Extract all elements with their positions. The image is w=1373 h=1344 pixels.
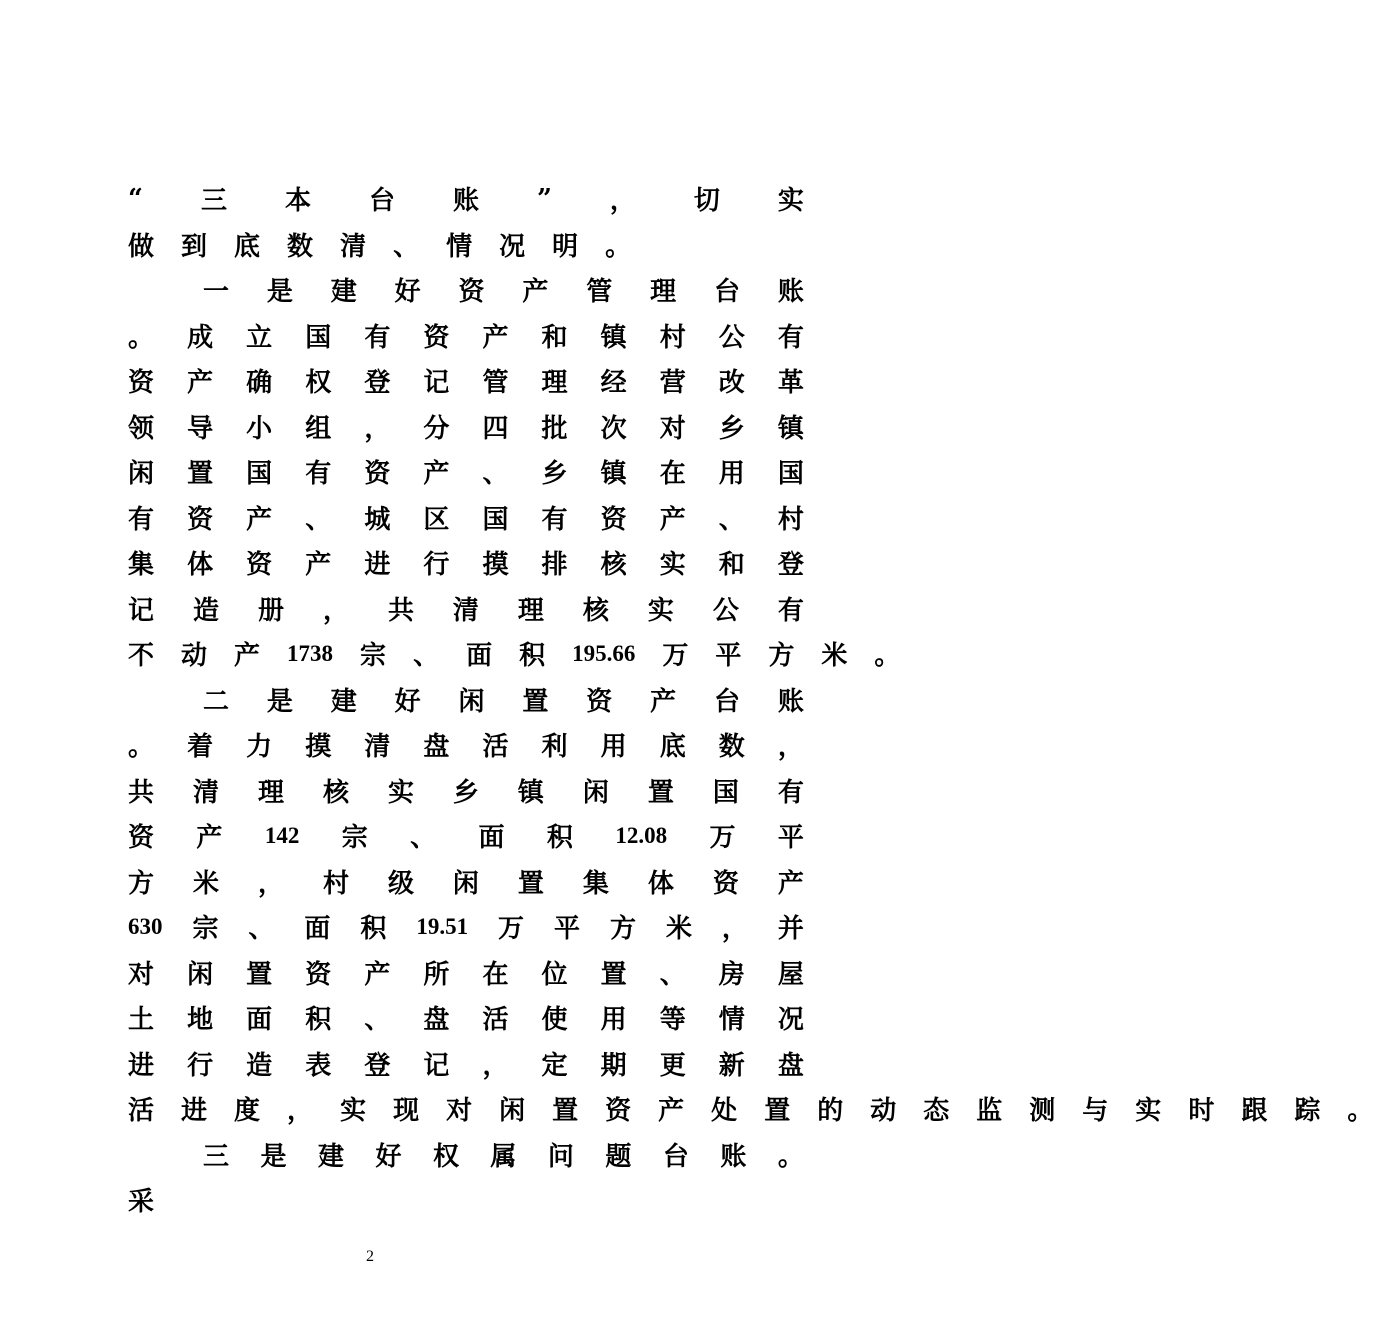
glyph: 资 — [600, 504, 627, 535]
glyph: 宗 — [360, 641, 387, 672]
glyph: 是 — [266, 686, 293, 717]
number-text: 142 — [264, 822, 300, 848]
glyph: 并 — [777, 914, 804, 945]
glyph: 资 — [458, 277, 485, 308]
glyph: 面 — [466, 641, 493, 672]
glyph: 况 — [499, 231, 526, 262]
glyph: 、 — [364, 1005, 391, 1036]
glyph: 不 — [128, 641, 155, 672]
glyph: 做 — [128, 231, 155, 262]
glyph: 核 — [600, 550, 627, 581]
glyph: 米 — [821, 641, 848, 672]
glyph: 行 — [423, 550, 450, 581]
glyph: 体 — [187, 550, 214, 581]
glyph: 情 — [718, 1005, 745, 1036]
glyph: 台 — [662, 1141, 689, 1172]
glyph: 体 — [647, 868, 674, 899]
text-line — [128, 404, 804, 450]
glyph: 万 — [709, 823, 736, 854]
glyph: 区 — [423, 504, 450, 535]
glyph: 有 — [364, 322, 391, 353]
text-line — [128, 722, 804, 768]
glyph: 立 — [246, 322, 273, 353]
text-line — [128, 813, 804, 859]
glyph: 度 — [234, 1096, 261, 1127]
glyph: 问 — [547, 1141, 574, 1172]
glyph: 对 — [446, 1096, 473, 1127]
text-line — [128, 495, 804, 541]
glyph: 村 — [777, 504, 804, 535]
glyph: 面 — [304, 914, 331, 945]
glyph: 进 — [364, 550, 391, 581]
glyph: 产 — [522, 277, 549, 308]
glyph: 核 — [582, 595, 609, 626]
glyph: 管 — [586, 277, 613, 308]
glyph: 产 — [658, 1096, 685, 1127]
text-line — [128, 677, 804, 723]
glyph: ” — [536, 183, 552, 214]
glyph: 进 — [181, 1096, 208, 1127]
text-line — [128, 540, 804, 586]
glyph: ， — [777, 732, 804, 763]
glyph: 账 — [452, 186, 479, 217]
glyph: 镇 — [517, 777, 544, 808]
text-line — [128, 176, 804, 222]
glyph: 置 — [522, 686, 549, 717]
glyph: 所 — [423, 959, 450, 990]
glyph: 管 — [482, 368, 509, 399]
glyph: 屋 — [777, 959, 804, 990]
glyph: 产 — [187, 368, 214, 399]
glyph: 闲 — [128, 459, 155, 490]
glyph: 好 — [394, 686, 421, 717]
glyph: 对 — [128, 959, 155, 990]
glyph: 一 — [203, 277, 230, 308]
glyph: 资 — [605, 1096, 632, 1127]
text-line — [128, 768, 804, 814]
glyph: 四 — [482, 413, 509, 444]
glyph: 集 — [128, 550, 155, 581]
number-text: 195.66 — [572, 640, 636, 666]
glyph: 置 — [600, 959, 627, 990]
glyph: 。 — [874, 641, 901, 672]
glyph: 着 — [187, 732, 214, 763]
glyph: 。 — [777, 1141, 804, 1172]
glyph: 积 — [546, 823, 573, 854]
glyph: “ — [128, 183, 143, 214]
glyph: 登 — [364, 1050, 391, 1081]
glyph: 置 — [764, 1096, 791, 1127]
glyph: 清 — [340, 231, 367, 262]
paragraph-ledger-2 — [128, 677, 1373, 1132]
text-line — [128, 267, 804, 313]
glyph: 、 — [718, 504, 745, 535]
glyph: 好 — [394, 277, 421, 308]
glyph: 有 — [777, 322, 804, 353]
glyph: 产 — [305, 550, 332, 581]
text-line — [128, 586, 804, 632]
glyph: 力 — [246, 732, 273, 763]
glyph: 题 — [605, 1141, 632, 1172]
glyph: 乡 — [718, 413, 745, 444]
glyph: 置 — [647, 777, 674, 808]
glyph: 处 — [711, 1096, 738, 1127]
glyph: 镇 — [600, 322, 627, 353]
glyph: 万 — [662, 641, 689, 672]
text-line — [128, 859, 804, 905]
glyph: 、 — [305, 504, 332, 535]
glyph: 活 — [482, 732, 509, 763]
glyph: 闲 — [458, 686, 485, 717]
glyph: 资 — [586, 686, 613, 717]
glyph: 产 — [246, 504, 273, 535]
glyph: 用 — [718, 459, 745, 490]
glyph: 清 — [452, 595, 479, 626]
glyph: 有 — [128, 504, 155, 535]
glyph: 理 — [541, 368, 568, 399]
glyph: 资 — [364, 459, 391, 490]
glyph: 方 — [768, 641, 795, 672]
glyph: 小 — [246, 413, 273, 444]
paragraph-ledger-1 — [128, 267, 901, 677]
glyph: 实 — [1135, 1096, 1162, 1127]
glyph: 账 — [777, 277, 804, 308]
glyph: 国 — [305, 322, 332, 353]
glyph: 等 — [659, 1005, 686, 1036]
glyph: 地 — [187, 1005, 214, 1036]
glyph: 产 — [423, 459, 450, 490]
glyph: 镇 — [600, 459, 627, 490]
glyph: 国 — [777, 459, 804, 490]
glyph: 领 — [128, 413, 155, 444]
glyph: 置 — [187, 459, 214, 490]
glyph: 监 — [976, 1096, 1003, 1127]
glyph: 的 — [817, 1096, 844, 1127]
glyph: 理 — [650, 277, 677, 308]
glyph: 产 — [650, 686, 677, 717]
glyph: 产 — [777, 868, 804, 899]
glyph: 面 — [478, 823, 505, 854]
glyph: 造 — [246, 1050, 273, 1081]
glyph: 明 — [552, 231, 579, 262]
glyph: 公 — [718, 322, 745, 353]
glyph: 共 — [387, 595, 414, 626]
glyph: 置 — [517, 868, 544, 899]
glyph: 位 — [541, 959, 568, 990]
glyph: 营 — [659, 368, 686, 399]
glyph: 登 — [364, 368, 391, 399]
glyph: 经 — [600, 368, 627, 399]
text-line — [128, 950, 804, 996]
glyph: 。 — [605, 231, 632, 262]
glyph: 排 — [541, 550, 568, 581]
glyph: 清 — [192, 777, 219, 808]
glyph: 级 — [387, 868, 414, 899]
glyph: 用 — [600, 1005, 627, 1036]
glyph: 和 — [541, 322, 568, 353]
glyph: 面 — [246, 1005, 273, 1036]
glyph: 资 — [423, 322, 450, 353]
glyph: 置 — [246, 959, 273, 990]
glyph: 底 — [234, 231, 261, 262]
glyph: 建 — [330, 686, 357, 717]
number-text: 19.51 — [416, 913, 469, 939]
text-line — [128, 631, 901, 677]
glyph: 到 — [181, 231, 208, 262]
glyph: 活 — [128, 1096, 155, 1127]
glyph: 实 — [777, 186, 804, 217]
glyph: 好 — [375, 1141, 402, 1172]
glyph: 、 — [413, 641, 440, 672]
glyph: 房 — [718, 959, 745, 990]
glyph: 清 — [364, 732, 391, 763]
glyph: 二 — [203, 686, 230, 717]
glyph: 产 — [364, 959, 391, 990]
glyph: 公 — [712, 595, 739, 626]
glyph: 。 — [128, 732, 155, 763]
number-text: 1738 — [287, 640, 334, 666]
glyph: 对 — [659, 413, 686, 444]
glyph: 产 — [482, 322, 509, 353]
glyph: 使 — [541, 1005, 568, 1036]
glyph: 现 — [393, 1096, 420, 1127]
glyph: 是 — [260, 1141, 287, 1172]
glyph: 国 — [712, 777, 739, 808]
glyph: 册 — [257, 595, 284, 626]
glyph: 乡 — [541, 459, 568, 490]
glyph: 更 — [659, 1050, 686, 1081]
glyph: 建 — [317, 1141, 344, 1172]
glyph: 确 — [246, 368, 273, 399]
glyph: 。 — [128, 322, 155, 353]
glyph: 新 — [718, 1050, 745, 1081]
glyph: 账 — [720, 1141, 747, 1172]
glyph: 三 — [203, 1141, 230, 1172]
glyph: 行 — [187, 1050, 214, 1081]
glyph: 平 — [777, 823, 804, 854]
number-text: 630 — [128, 913, 163, 939]
glyph: 导 — [187, 413, 214, 444]
glyph: 盘 — [777, 1050, 804, 1081]
glyph: 活 — [482, 1005, 509, 1036]
glyph: 组 — [305, 413, 332, 444]
glyph: 方 — [609, 914, 636, 945]
glyph: 积 — [360, 914, 387, 945]
glyph: 本 — [284, 186, 311, 217]
paragraph-intro — [128, 176, 804, 267]
glyph: 实 — [340, 1096, 367, 1127]
text-line — [128, 1132, 804, 1178]
glyph: 镇 — [777, 413, 804, 444]
glyph: ， — [721, 914, 748, 945]
glyph: 摸 — [305, 732, 332, 763]
glyph: 测 — [1029, 1096, 1056, 1127]
text-line — [128, 222, 804, 268]
glyph: ， — [287, 1096, 314, 1127]
glyph: 米 — [665, 914, 692, 945]
glyph: 万 — [498, 914, 525, 945]
text-line — [128, 1041, 804, 1087]
glyph: 在 — [659, 459, 686, 490]
text-line — [128, 358, 804, 404]
glyph: 属 — [490, 1141, 517, 1172]
glyph: 乡 — [452, 777, 479, 808]
text-line — [128, 995, 804, 1041]
glyph: 动 — [870, 1096, 897, 1127]
glyph: ， — [609, 186, 636, 217]
glyph: 权 — [305, 368, 332, 399]
glyph: 分 — [423, 413, 450, 444]
glyph: 、 — [659, 959, 686, 990]
glyph: 进 — [128, 1050, 155, 1081]
text-line — [128, 904, 804, 950]
glyph: 造 — [192, 595, 219, 626]
glyph: 数 — [287, 231, 314, 262]
glyph: 理 — [517, 595, 544, 626]
glyph: 产 — [196, 823, 223, 854]
glyph: 底 — [659, 732, 686, 763]
glyph: 方 — [128, 868, 155, 899]
glyph: ， — [364, 413, 391, 444]
glyph: 置 — [552, 1096, 579, 1127]
glyph: 宗 — [341, 823, 368, 854]
glyph: 数 — [718, 732, 745, 763]
glyph: 平 — [715, 641, 742, 672]
glyph: 资 — [187, 504, 214, 535]
text-line — [128, 1086, 1373, 1132]
glyph: 况 — [777, 1005, 804, 1036]
glyph: 理 — [257, 777, 284, 808]
glyph: 村 — [322, 868, 349, 899]
glyph: 记 — [128, 595, 155, 626]
glyph: ， — [322, 595, 349, 626]
glyph: 闲 — [187, 959, 214, 990]
glyph: 建 — [330, 277, 357, 308]
glyph: 台 — [714, 686, 741, 717]
glyph: 有 — [777, 595, 804, 626]
glyph: 国 — [246, 459, 273, 490]
glyph: 三 — [200, 186, 227, 217]
glyph: 、 — [393, 231, 420, 262]
glyph: 米 — [192, 868, 219, 899]
glyph: 台 — [714, 277, 741, 308]
glyph: 闲 — [452, 868, 479, 899]
glyph: 闲 — [582, 777, 609, 808]
glyph: 积 — [305, 1005, 332, 1036]
glyph: 次 — [600, 413, 627, 444]
glyph: 利 — [541, 732, 568, 763]
glyph: 记 — [423, 368, 450, 399]
glyph: 资 — [128, 368, 155, 399]
glyph: ， — [482, 1050, 509, 1081]
glyph: 时 — [1188, 1096, 1215, 1127]
glyph: ， — [257, 868, 284, 899]
glyph: 有 — [541, 504, 568, 535]
glyph: 盘 — [423, 1005, 450, 1036]
glyph: 资 — [305, 959, 332, 990]
glyph: 资 — [246, 550, 273, 581]
glyph: 有 — [305, 459, 332, 490]
glyph: 实 — [647, 595, 674, 626]
paragraph-ledger-3 — [128, 1132, 804, 1223]
glyph: 核 — [322, 777, 349, 808]
glyph: 国 — [482, 504, 509, 535]
glyph: 定 — [541, 1050, 568, 1081]
glyph: 表 — [305, 1050, 332, 1081]
glyph: 产 — [659, 504, 686, 535]
glyph: 盘 — [423, 732, 450, 763]
glyph: 态 — [923, 1096, 950, 1127]
glyph: 改 — [718, 368, 745, 399]
glyph: 摸 — [482, 550, 509, 581]
glyph: 闲 — [499, 1096, 526, 1127]
glyph: 资 — [128, 823, 155, 854]
glyph: 记 — [423, 1050, 450, 1081]
glyph: 、 — [482, 459, 509, 490]
page-number: 2 — [366, 1248, 374, 1265]
glyph: 、 — [410, 823, 437, 854]
text-line — [128, 313, 804, 359]
glyph: 、 — [248, 914, 275, 945]
glyph: 宗 — [192, 914, 219, 945]
glyph: 动 — [181, 641, 208, 672]
glyph: 踪 — [1294, 1096, 1321, 1127]
glyph: 在 — [482, 959, 509, 990]
glyph: 资 — [712, 868, 739, 899]
glyph: 村 — [659, 322, 686, 353]
glyph: 产 — [234, 641, 261, 672]
glyph: 采 — [128, 1187, 155, 1218]
glyph: 和 — [718, 550, 745, 581]
glyph: 集 — [582, 868, 609, 899]
glyph: 城 — [364, 504, 391, 535]
glyph: 实 — [387, 777, 414, 808]
glyph: 平 — [554, 914, 581, 945]
glyph: 跟 — [1241, 1096, 1268, 1127]
glyph: 用 — [600, 732, 627, 763]
text-line — [128, 1177, 804, 1223]
glyph: 。 — [1347, 1096, 1373, 1127]
glyph: 切 — [693, 186, 720, 217]
glyph: 是 — [266, 277, 293, 308]
glyph: 登 — [777, 550, 804, 581]
body-text — [128, 176, 1373, 1223]
glyph: 实 — [659, 550, 686, 581]
glyph: 台 — [368, 186, 395, 217]
glyph: 有 — [777, 777, 804, 808]
glyph: 土 — [128, 1005, 155, 1036]
glyph: 情 — [446, 231, 473, 262]
glyph: 账 — [777, 686, 804, 717]
text-line — [128, 449, 804, 495]
number-text: 12.08 — [615, 822, 668, 848]
glyph: 期 — [600, 1050, 627, 1081]
glyph: 批 — [541, 413, 568, 444]
glyph: 积 — [519, 641, 546, 672]
glyph: 共 — [128, 777, 155, 808]
glyph: 权 — [432, 1141, 459, 1172]
glyph: 革 — [777, 368, 804, 399]
glyph: 成 — [187, 322, 214, 353]
glyph: 与 — [1082, 1096, 1109, 1127]
